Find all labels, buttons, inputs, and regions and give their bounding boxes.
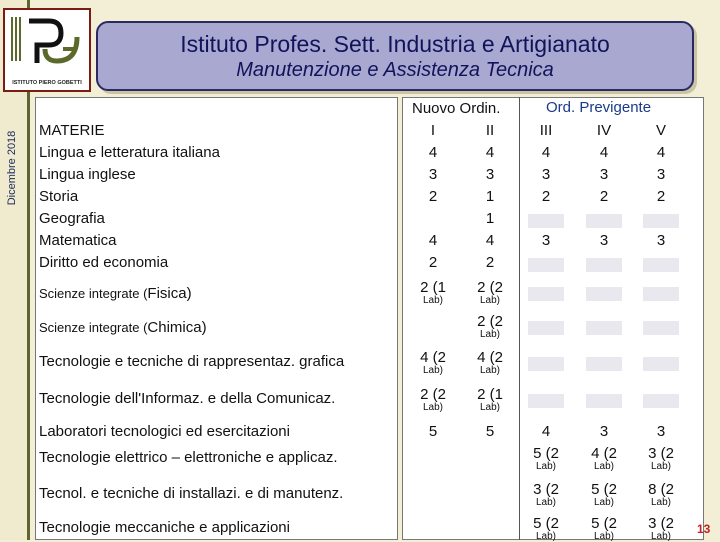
hours-cell: 5 (2 Lab) (591, 481, 617, 508)
subject-label: Tecnologie dell'Informaz. e della Comunicaz. (39, 390, 336, 407)
empty-cell (528, 214, 564, 228)
hours-cell: 4 (541, 423, 551, 440)
subject-label: Lingua e letteratura italiana (39, 144, 220, 161)
empty-cell (643, 287, 679, 301)
hours-cell: 3 (599, 166, 609, 183)
hours-cell: 2 (2 Lab) (477, 279, 503, 306)
subject-label: Laboratori tecnologici ed esercitazioni (39, 423, 290, 440)
hours-cell: 4 (2 Lab) (477, 349, 503, 376)
hours-cell: 3 (428, 166, 438, 183)
page-subtitle: Manutenzione e Assistenza Tecnica (236, 59, 554, 81)
year-header-1: I (430, 122, 436, 139)
hours-cell: 3 (485, 166, 495, 183)
subject-label: Lingua inglese (39, 166, 136, 183)
year-header-3: III (539, 122, 553, 139)
hours-cell: 2 (541, 188, 551, 205)
group-header-old: Ord. Previgente (546, 99, 652, 116)
page-title: Istituto Profes. Sett. Industria e Artigianato (180, 31, 610, 57)
subject-label: Tecnologie meccaniche e applicazioni (39, 519, 290, 536)
hours-cell: 5 (2 Lab) (591, 515, 617, 542)
empty-cell (586, 214, 622, 228)
subject-label: Tecnologie e tecniche di rappresentaz. grafica (39, 353, 345, 370)
empty-cell (528, 357, 564, 371)
hours-cell: 5 (428, 423, 438, 440)
page-number: 13 (697, 522, 711, 536)
hours-cell: 3 (599, 423, 609, 440)
title-box (96, 21, 694, 91)
hours-cell: 4 (599, 144, 609, 161)
hours-cell: 2 (1 Lab) (420, 279, 446, 306)
hours-cell: 4 (428, 232, 438, 249)
hours-cell: 1 (485, 188, 495, 205)
hours-cell: 2 (428, 254, 438, 271)
hours-cell: 4 (541, 144, 551, 161)
subject-label-main: Fisica) (147, 285, 192, 302)
hours-cell: 3 (599, 232, 609, 249)
empty-cell (586, 258, 622, 272)
empty-cell (586, 394, 622, 408)
hours-cell: 4 (2 Lab) (420, 349, 446, 376)
group-divider (519, 97, 520, 540)
year-header-5: V (655, 122, 666, 139)
subject-label: Matematica (39, 232, 117, 249)
hours-cell: 4 (2 Lab) (591, 445, 617, 472)
hours-cell: 3 (656, 232, 666, 249)
hours-cell: 8 (2 Lab) (648, 481, 674, 508)
empty-cell (643, 394, 679, 408)
hours-cell: 2 (599, 188, 609, 205)
empty-cell (586, 321, 622, 335)
hours-cell: 3 (2 Lab) (533, 481, 559, 508)
empty-cell (528, 394, 564, 408)
subject-label (39, 319, 207, 336)
logo-text: ISTITUTO PIERO GOBETTI (12, 80, 82, 86)
subject-label: Tecnologie elettrico – elettroniche e applicaz. (39, 449, 338, 466)
hours-cell: 3 (656, 166, 666, 183)
logo-mark-icon (25, 17, 81, 67)
empty-cell (643, 321, 679, 335)
hours-cell: 1 (485, 210, 495, 227)
year-header-4: IV (596, 122, 612, 139)
empty-cell (586, 287, 622, 301)
empty-cell (528, 258, 564, 272)
subject-label-prefix: Scienze integrate ( (39, 320, 148, 335)
subject-label: Diritto ed economia (39, 254, 169, 271)
empty-cell (528, 287, 564, 301)
group-header-new: Nuovo Ordin. (412, 100, 501, 117)
empty-cell (586, 357, 622, 371)
sidebar-date: Dicembre 2018 (6, 130, 18, 206)
hours-cell: 2 (1 Lab) (477, 386, 503, 413)
hours-cell: 5 (485, 423, 495, 440)
hours-panel (402, 97, 704, 540)
hours-cell: 4 (485, 144, 495, 161)
empty-cell (528, 321, 564, 335)
hours-cell: 5 (2 Lab) (533, 515, 559, 542)
subject-label: Storia (39, 188, 79, 205)
hours-cell: 3 (541, 232, 551, 249)
hours-cell: 2 (656, 188, 666, 205)
empty-cell (643, 357, 679, 371)
hours-cell: 4 (656, 144, 666, 161)
hours-cell: 2 (485, 254, 495, 271)
hours-cell: 5 (2 Lab) (533, 445, 559, 472)
school-logo (3, 8, 91, 92)
hours-cell: 4 (428, 144, 438, 161)
hours-cell: 2 (2 Lab) (420, 386, 446, 413)
hours-cell: 3 (2 Lab) (648, 515, 674, 542)
hours-cell: 2 (428, 188, 438, 205)
year-header-2: II (485, 122, 495, 139)
hours-cell: 3 (2 Lab) (648, 445, 674, 472)
hours-cell: 3 (656, 423, 666, 440)
hours-cell: 3 (541, 166, 551, 183)
subject-label-main: Chimica) (147, 319, 207, 336)
hours-cell: 2 (2 Lab) (477, 313, 503, 340)
subject-label-prefix: Scienze integrate ( (39, 286, 148, 301)
subjects-header: MATERIE (39, 122, 105, 139)
subject-label: Geografia (39, 210, 105, 227)
subject-label (39, 285, 192, 302)
subject-label: Tecnol. e tecniche di installazi. e di manutenz. (39, 485, 344, 502)
empty-cell (643, 214, 679, 228)
empty-cell (643, 258, 679, 272)
logo-stripes (11, 17, 25, 61)
hours-cell: 4 (485, 232, 495, 249)
